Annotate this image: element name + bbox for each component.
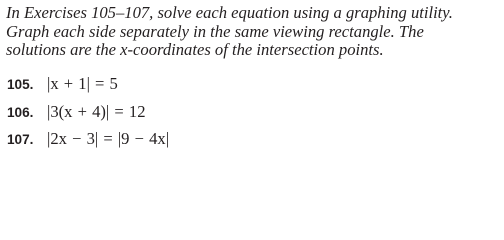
instructions-line: solutions are the x-coordinates of the intersection points. bbox=[6, 40, 384, 60]
exercise-item-105 bbox=[7, 74, 169, 102]
exercise-list bbox=[7, 74, 169, 157]
exercise-number: 106. bbox=[7, 104, 34, 120]
exercise-equation: |2x − 3| = |9 − 4x| bbox=[47, 129, 170, 148]
exercise-number: 105. bbox=[7, 77, 34, 92]
instructions-line: Graph each side separately in the same viewing rectangle. The bbox=[6, 21, 424, 41]
exercise-equation: |3(x + 4)| = 12 bbox=[47, 101, 146, 121]
exercise-item-106 bbox=[7, 102, 169, 130]
exercise-item-107 bbox=[7, 129, 169, 157]
exercise-number: 107. bbox=[7, 132, 34, 147]
exercise-equation: |x + 1| = 5 bbox=[47, 74, 118, 93]
exercise-instructions bbox=[6, 4, 500, 60]
instructions-line: In Exercises 105–107, solve each equation using a graphing utility. bbox=[6, 3, 453, 22]
